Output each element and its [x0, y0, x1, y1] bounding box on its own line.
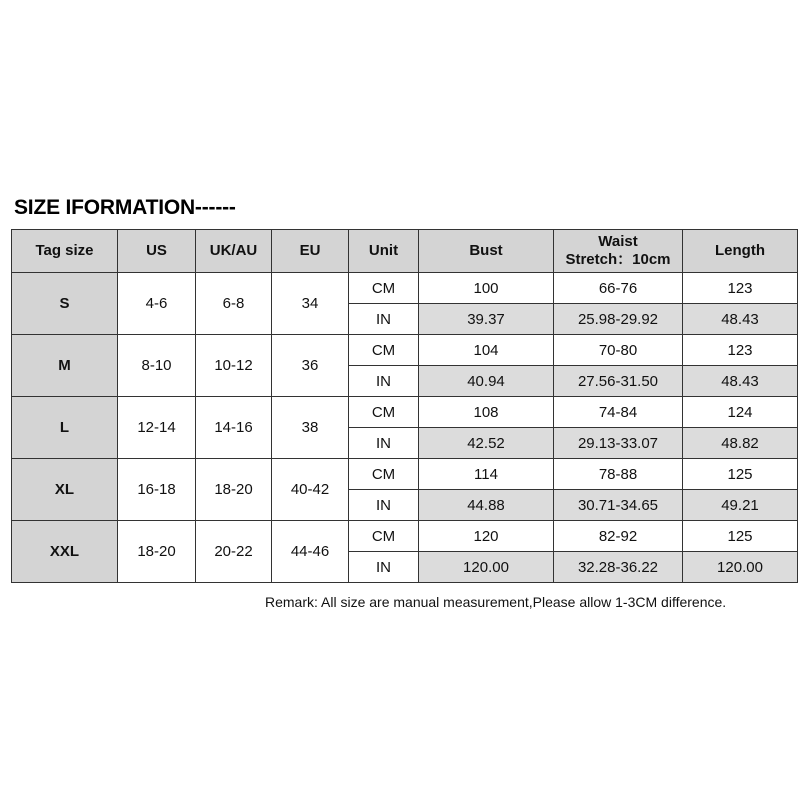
bust-cell: 114 — [419, 459, 554, 490]
header-waist-label: Waist — [598, 233, 638, 250]
us-size-cell: 12-14 — [118, 397, 196, 459]
length-cell: 124 — [683, 397, 798, 428]
table-row — [12, 273, 798, 304]
waist-cell: 74-84 — [554, 397, 683, 428]
waist-cell: 78-88 — [554, 459, 683, 490]
uk-au-size-cell: 10-12 — [196, 335, 272, 397]
us-size-cell: 8-10 — [118, 335, 196, 397]
header-us: US — [118, 230, 196, 273]
bust-cell: 120 — [419, 521, 554, 552]
length-cell: 120.00 — [683, 552, 798, 583]
waist-cell: 25.98-29.92 — [554, 304, 683, 335]
remark-text: Remark: All size are manual measurement,Please allow 1-3CM difference. — [265, 594, 727, 610]
length-cell: 123 — [683, 335, 798, 366]
header-waist — [554, 230, 683, 273]
eu-size-cell: 40-42 — [272, 459, 349, 521]
header-tag-size: Tag size — [12, 230, 118, 273]
uk-au-size-cell: 18-20 — [196, 459, 272, 521]
header-waist-stretch: Stretch：10cm — [565, 251, 671, 268]
eu-size-cell: 34 — [272, 273, 349, 335]
length-cell: 125 — [683, 521, 798, 552]
us-size-cell: 18-20 — [118, 521, 196, 583]
length-cell: 48.43 — [683, 366, 798, 397]
tag-size-cell: XL — [12, 459, 118, 521]
tag-size-cell: XXL — [12, 521, 118, 583]
length-cell: 48.82 — [683, 428, 798, 459]
size-table — [11, 229, 798, 583]
eu-size-cell: 36 — [272, 335, 349, 397]
bust-cell: 100 — [419, 273, 554, 304]
us-size-cell: 16-18 — [118, 459, 196, 521]
waist-cell: 32.28-36.22 — [554, 552, 683, 583]
bust-cell: 40.94 — [419, 366, 554, 397]
us-size-cell: 4-6 — [118, 273, 196, 335]
bust-cell: 120.00 — [419, 552, 554, 583]
unit-cell: CM — [349, 397, 419, 428]
page-title: SIZE IFORMATION------ — [14, 196, 236, 219]
uk-au-size-cell: 6-8 — [196, 273, 272, 335]
waist-cell: 30.71-34.65 — [554, 490, 683, 521]
uk-au-size-cell: 14-16 — [196, 397, 272, 459]
unit-cell: IN — [349, 428, 419, 459]
header-length: Length — [683, 230, 798, 273]
table-row — [12, 459, 798, 490]
length-cell: 49.21 — [683, 490, 798, 521]
waist-cell: 29.13-33.07 — [554, 428, 683, 459]
tag-size-cell: S — [12, 273, 118, 335]
header-unit: Unit — [349, 230, 419, 273]
tag-size-cell: L — [12, 397, 118, 459]
length-cell: 123 — [683, 273, 798, 304]
uk-au-size-cell: 20-22 — [196, 521, 272, 583]
unit-cell: CM — [349, 459, 419, 490]
bust-cell: 39.37 — [419, 304, 554, 335]
tag-size-cell: M — [12, 335, 118, 397]
bust-cell: 42.52 — [419, 428, 554, 459]
bust-cell: 44.88 — [419, 490, 554, 521]
length-cell: 125 — [683, 459, 798, 490]
waist-cell: 70-80 — [554, 335, 683, 366]
unit-cell: CM — [349, 335, 419, 366]
header-row — [12, 230, 798, 273]
length-cell: 48.43 — [683, 304, 798, 335]
header-eu: EU — [272, 230, 349, 273]
unit-cell: IN — [349, 366, 419, 397]
unit-cell: CM — [349, 273, 419, 304]
eu-size-cell: 44-46 — [272, 521, 349, 583]
table-row — [12, 397, 798, 428]
header-bust: Bust — [419, 230, 554, 273]
unit-cell: CM — [349, 521, 419, 552]
bust-cell: 104 — [419, 335, 554, 366]
unit-cell: IN — [349, 552, 419, 583]
waist-cell: 66-76 — [554, 273, 683, 304]
table-row — [12, 335, 798, 366]
eu-size-cell: 38 — [272, 397, 349, 459]
unit-cell: IN — [349, 490, 419, 521]
unit-cell: IN — [349, 304, 419, 335]
waist-cell: 27.56-31.50 — [554, 366, 683, 397]
header-uk-au: UK/AU — [196, 230, 272, 273]
waist-cell: 82-92 — [554, 521, 683, 552]
bust-cell: 108 — [419, 397, 554, 428]
table-row — [12, 521, 798, 552]
